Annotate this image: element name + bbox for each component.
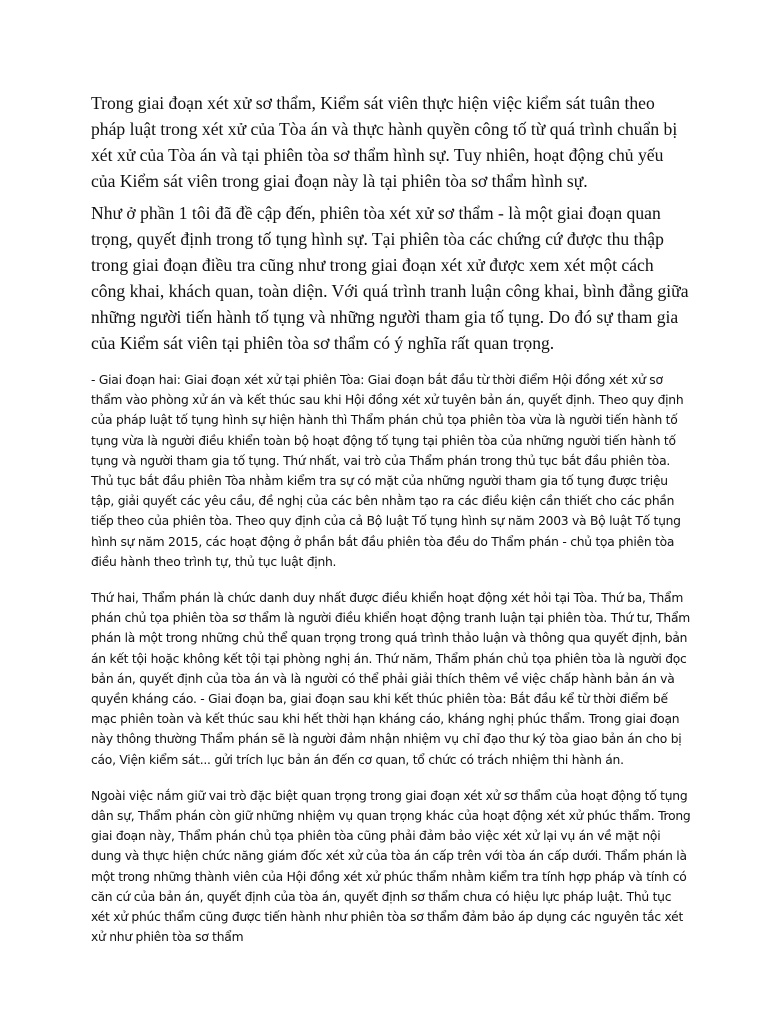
document-body: [91, 90, 691, 963]
paragraph-trial-importance: Như ở phần 1 tôi đã đề cập đến, phiên tòa xét xử sơ thẩm - là một giai đoạn quan trọng, quyết định trong tố tụng hình sự. Tại phiên tòa các chứng cứ được thu thập trong giai đoạn điều tra cũng như trong giai đoạn xét xử được xem xét một cách công khai, khách quan, toàn diện. Với quá trình tranh luận công khai, bình đẳng giữa những người tiến hành tố tụng và những người tham gia tố tụng. Do đó sự tham gia của Kiểm sát viên tại phiên tòa sơ thẩm có ý nghĩa rất quan trọng.: [91, 203, 689, 353]
paragraph-intro: Trong giai đoạn xét xử sơ thẩm, Kiểm sát viên thực hiện việc kiểm sát tuân theo pháp luật trong xét xử của Tòa án và thực hành quyền công tố từ quá trình chuẩn bị xét xử của Tòa án và tại phiên tòa sơ thẩm hình sự. Tuy nhiên, hoạt động chủ yếu của Kiểm sát viên trong giai đoạn này là tại phiên tòa sơ thẩm hình sự.: [91, 93, 678, 191]
paragraph-stage-two: - Giai đoạn hai: Giai đoạn xét xử tại phiên Tòa: Giai đoạn bắt đầu từ thời điểm Hội đồng xét xử sơ thẩm vào phòng xử án và kết thúc sau khi Hội đồng xét xử tuyên bản án, quyết định. Theo quy định của pháp luật tố tụng hình sự hiện hành thì Thẩm phán chủ tọa phiên tòa vừa là người tiến hành tố tụng vừa là người điều khiển toàn bộ hoạt động tố tụng tại phiên tòa của những người tiến hành tố tụng và người tham gia tố tụng. Thứ nhất, vai trò của Thẩm phán trong thủ tục bắt đầu phiên tòa. Thủ tục bắt đầu phiên Tòa nhằm kiểm tra sự có mặt của những người tham gia tố tụng được triệu tập, giải quyết các yêu cầu, đề nghị của các bên nhằm tạo ra các điều kiện cần thiết cho các phần tiếp theo của phiên tòa. Theo quy định của cả Bộ luật Tố tụng hình sự năm 2003 và Bộ luật Tố tụng hình sự năm 2015, các hoạt động ở phần bắt đầu phiên tòa đều do Thẩm phán - chủ tọa phiên tòa điều hành theo trình tự, thủ tục luật định.: [91, 373, 684, 569]
paragraph-judge-roles: Thứ hai, Thẩm phán là chức danh duy nhất được điều khiển hoạt động xét hỏi tại Tòa. Thứ ba, Thẩm phán chủ tọa phiên tòa sơ thẩm là người điều khiển hoạt động tranh luận tại phiên tòa. Thứ tư, Thẩm phán là một trong những chủ thể quan trọng trong quá trình thảo luận và thông qua quyết định, bản án kết tội hoặc không kết tội tại phòng nghị án. Thứ năm, Thẩm phán chủ tọa phiên tòa là người đọc bản án, quyết định của tòa án và là người có thể phải giải thích thêm về việc chấp hành bản án và quyền kháng cáo. - Giai đoạn ba, giai đoạn sau khi kết thúc phiên tòa: Bắt đầu kể từ thời điểm bế mạc phiên toàn và kết thúc sau khi hết thời hạn kháng cáo, kháng nghị phúc thẩm. Trong giai đoạn này thông thường Thẩm phán sẽ là người đảm nhận nhiệm vụ chỉ đạo thư ký tòa giao bản án cho bị cáo, Viện kiểm sát... gửi trích lục bản án đến cơ quan, tổ chức có trách nhiệm thi hành án.: [91, 591, 690, 767]
paragraph-appeal-stage: Ngoài việc nắm giữ vai trò đặc biệt quan trọng trong giai đoạn xét xử sơ thẩm của hoạt động tố tụng dân sự, Thẩm phán còn giữ những nhiệm vụ quan trọng khác của hoạt động xét xử phúc thẩm. Trong giai đoạn này, Thẩm phán chủ tọa phiên tòa cũng phải đảm bảo việc xét xử lại vụ án về mặt nội dung và thực hiện chức năng giám đốc xét xử của tòa án cấp trên với tòa án cấp dưới. Thẩm phán là một trong những thành viên của Hội đồng xét xử phúc thẩm nhằm kiểm tra tính hợp pháp và tính có căn cứ của bản án, quyết định của tòa án, quyết định sơ thẩm chưa có hiệu lực pháp luật. Thủ tục xét xử phúc thẩm cũng được tiến hành như phiên tòa sơ thẩm đảm bảo áp dụng các nguyên tắc xét xử như phiên tòa sơ thẩm: [91, 788, 691, 945]
